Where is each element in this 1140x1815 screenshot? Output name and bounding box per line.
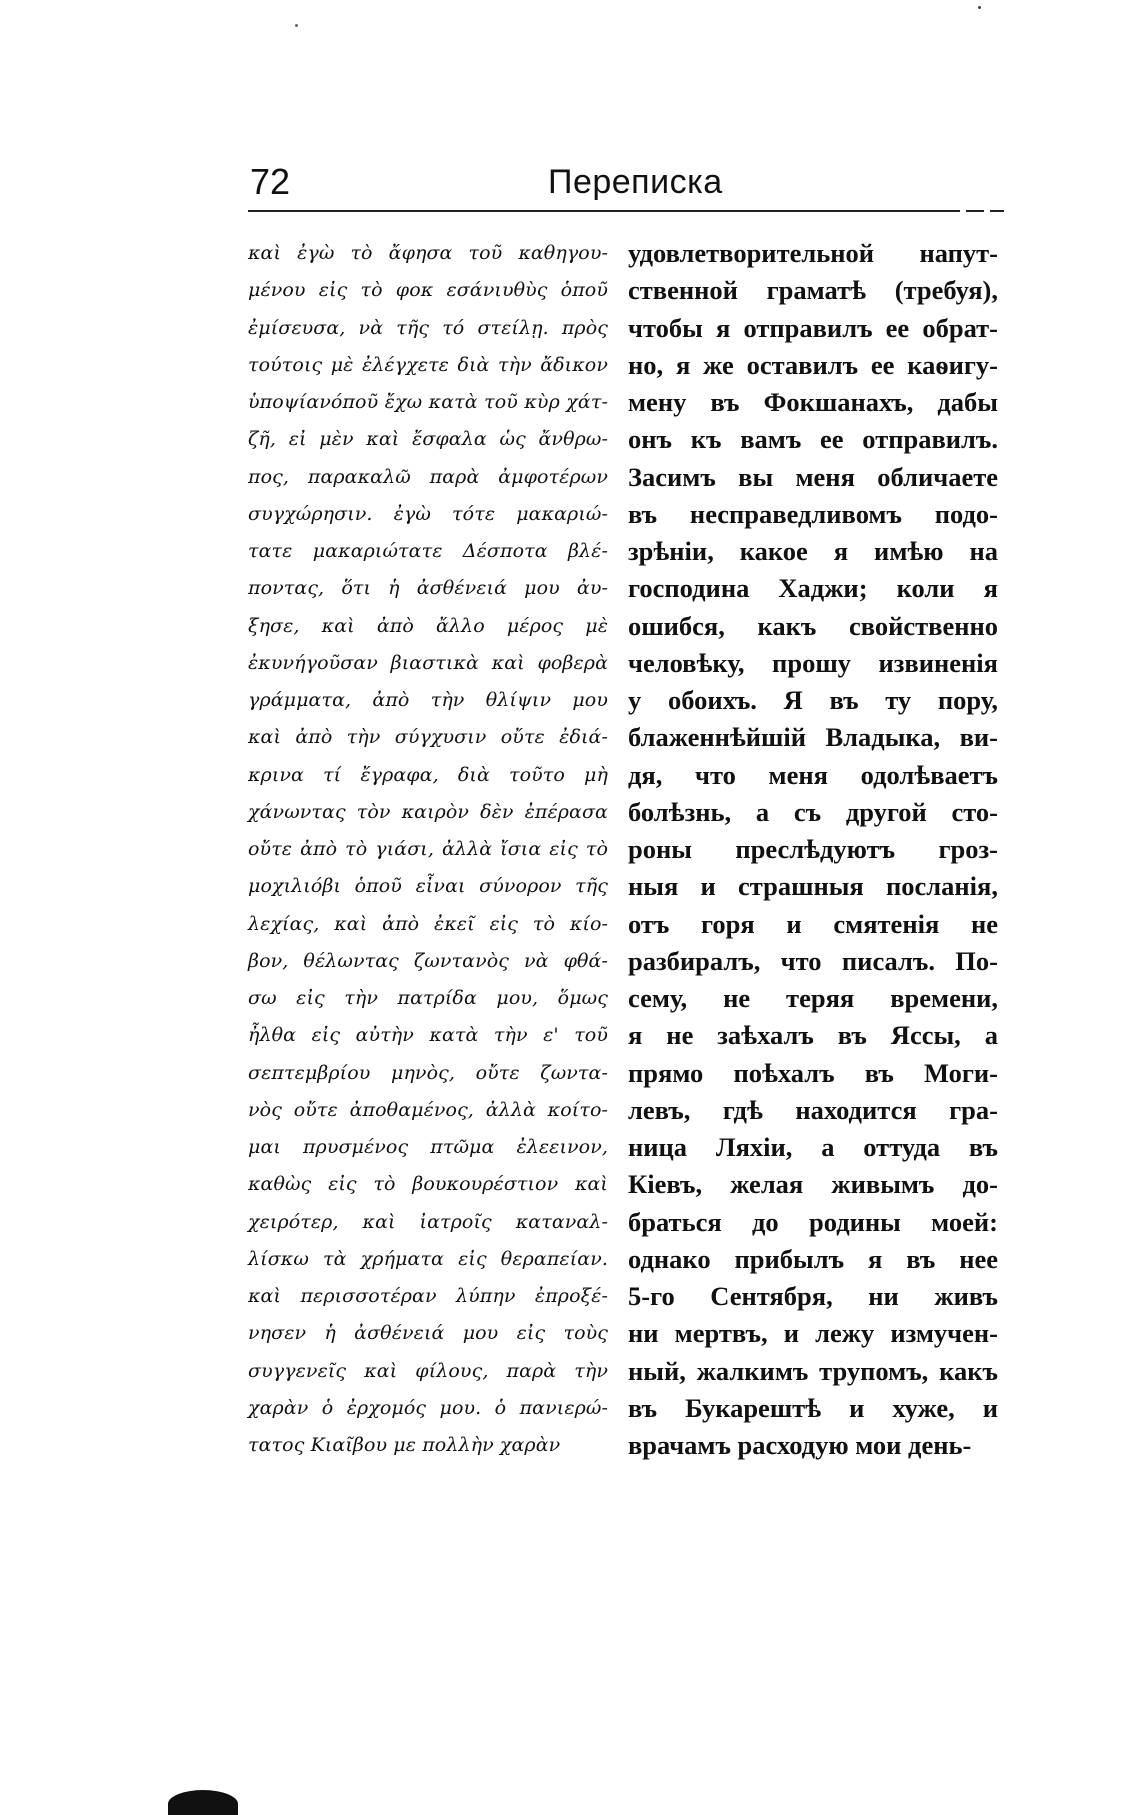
greek-text-line: συγχώρησιν. ἐγὼ τότε μακαριώ- — [248, 502, 608, 525]
greek-text-line: χαρὰν ὁ ἐρχομός μου. ὁ πανιερώ- — [248, 1396, 608, 1419]
russian-text-line: въ Букарештѣ и хуже, и — [628, 1392, 998, 1423]
greek-text-line: ὑποψίανόποῦ ἔχω κατὰ τοῦ κὺρ χάτ- — [248, 391, 608, 413]
russian-text-line: человѣку, прошу извиненія — [628, 647, 998, 678]
russian-text-line: ственной граматѣ (требуя), — [628, 275, 998, 306]
russian-text-line: ный, жалкимъ трупомъ, какъ — [628, 1355, 998, 1386]
greek-text-line: ἐκυνήγοῦσαν βιαστικὰ καὶ φοβερὰ — [248, 651, 608, 674]
russian-text-line: ошибся, какъ свойственно — [628, 610, 998, 641]
greek-text-line: χειρότερ, καὶ ἰατροῖς καταναλ- — [248, 1210, 608, 1233]
greek-text-line: σω εἰς τὴν πατρίδα μου, ὅμως — [248, 987, 608, 1009]
greek-text-line: λεχίας, καὶ ἀπὸ ἐκεῖ εἰς τὸ κίο- — [248, 912, 608, 935]
header-rule — [248, 210, 960, 212]
greek-text-line: καὶ περισσοτέραν λύπην ἐπροξέ- — [248, 1285, 608, 1307]
russian-text-line: мену въ Фокшанахъ, дабы — [628, 387, 998, 417]
russian-text-line: удовлетворительной напут- — [628, 238, 998, 268]
russian-text-line: ни мертвъ, и лежу измучен- — [628, 1318, 998, 1349]
greek-text-line: καθὼς εἰς τὸ βουκουρέστιον καὶ — [248, 1173, 608, 1196]
running-title: Переписка — [548, 163, 723, 201]
russian-text-line: блаженнѣйшій Владыка, ви- — [628, 722, 998, 753]
greek-text-line: τατος Κιαῖβου με πολλὴν χαρὰν — [248, 1434, 561, 1456]
russian-text-line: у обоихъ. Я въ ту пору, — [628, 685, 998, 715]
russian-text-line: чтобы я отправилъ ее обрат- — [628, 312, 998, 343]
greek-text-line: νησεν ἡ ἀσθένειά μου εἰς τοὺς — [248, 1322, 608, 1345]
greek-text-line: λίσκω τὰ χρήματα εἰς θεραπείαν. — [248, 1247, 608, 1270]
russian-text-line: однако прибылъ я въ нее — [628, 1243, 998, 1274]
russian-text-line: 5-го Сентября, ни живъ — [628, 1281, 998, 1311]
russian-text-line: браться до родины моей: — [628, 1206, 998, 1237]
greek-text-line: κρινα τί ἔγραφα, διὰ τοῦτο μὴ — [248, 763, 608, 786]
russian-text-line: Кіевъ, желая живымъ до- — [628, 1169, 998, 1200]
greek-text-line: ξησε, καὶ ἀπὸ ἄλλο μέρος μὲ — [248, 614, 608, 637]
russian-text-line: левъ, гдѣ находится гра- — [628, 1094, 998, 1125]
russian-text-line: врачамъ расходую мои день- — [628, 1430, 972, 1460]
page-number: 72 — [250, 161, 291, 202]
greek-text-line: ζῆ, εἰ μὲν καὶ ἔσφαλα ὡς ἄνθρω- — [248, 428, 608, 451]
russian-text-line: роны преслѣдуютъ гроз- — [628, 834, 998, 864]
greek-text-line: τατε μακαριώτατε Δέσποτα βλέ- — [248, 540, 608, 562]
greek-text-line: γράμματα, ἀπὸ τὴν θλίψιν μου — [248, 689, 608, 711]
page-header — [0, 0, 1140, 220]
greek-text-line: καὶ ἀπὸ τὴν σύγχυσιν οὔτε ἐδιά- — [248, 726, 608, 749]
greek-text-line: ποντας, ὅτι ἡ ἀσθένειά μου ἀυ- — [248, 577, 608, 600]
greek-text-line: συγγενεῖς καὶ φίλους, παρὰ τὴν — [248, 1359, 608, 1382]
russian-text-column — [628, 235, 998, 1464]
russian-text-line: господина Хаджи; коли я — [628, 573, 998, 604]
greek-text-line: πος, παρακαλῶ παρὰ ἀμφοτέρων — [248, 465, 608, 488]
header-rule-dash — [990, 210, 1004, 212]
russian-text-line: но, я же оставилъ ее каѳигу- — [628, 349, 998, 380]
greek-text-column — [248, 235, 608, 1464]
header-rule-dash — [966, 210, 984, 212]
greek-text-line: ἦλθα εἰς αὐτὴν κατὰ τὴν ε' τοῦ — [248, 1024, 608, 1047]
greek-text-line: χάνωντας τὸν καιρὸν δὲν ἐπέρασα — [248, 800, 608, 823]
ink-blot — [168, 1790, 238, 1815]
greek-text-line: οὔτε ἀπὸ τὸ γιάσι, ἀλλὰ ἴσια εἰς τὸ — [248, 838, 608, 860]
greek-text-line: καὶ ἐγὼ τὸ ἄφησα τοῦ καθηγου- — [248, 242, 608, 264]
russian-text-line: въ несправедливомъ подо- — [628, 498, 998, 529]
russian-text-line: Засимъ вы меня обличаете — [628, 461, 998, 492]
greek-text-line: μένου εἰς τὸ φοκ εσάνιυθὺς ὁποῦ — [248, 279, 608, 302]
russian-text-line: ныя и страшныя посланія, — [628, 871, 998, 902]
russian-text-line: отъ горя и смятенія не — [628, 908, 998, 939]
russian-text-line: сему, не теряя времени, — [628, 983, 998, 1013]
greek-text-line: βον, θέλωντας ζωντανὸς νὰ φθά- — [248, 949, 608, 972]
greek-text-line: νὸς οὔτε ἀποθαμένος, ἀλλὰ κοίτο- — [248, 1098, 608, 1121]
russian-text-line: онъ къ вамъ ее отправилъ. — [628, 424, 998, 455]
greek-text-line: ἐμίσευσα, νὰ τῆς τό στείλῃ. πρὸς — [248, 316, 608, 339]
russian-text-line: ница Ляхіи, а оттуда въ — [628, 1132, 998, 1162]
russian-text-line: болѣзнь, а съ другой сто- — [628, 796, 998, 827]
russian-text-line: зрѣніи, какое я имѣю на — [628, 536, 998, 566]
russian-text-line: разбиралъ, что писалъ. По- — [628, 945, 998, 976]
russian-text-line: я не заѣхалъ въ Яссы, а — [628, 1020, 998, 1051]
greek-text-line: τούτοις μὲ ἐλέγχετε διὰ τὴν ἄδικον — [248, 353, 608, 376]
greek-text-line: σεπτεμβρίου μηνὸς, οὔτε ζωντα- — [248, 1061, 608, 1084]
russian-text-line: дя, что меня одолѣваетъ — [628, 759, 998, 790]
greek-text-line: μοχιλιόβι ὁποῦ εἶναι σύνορον τῆς — [248, 875, 608, 898]
greek-text-line: μαι πρυσμένος πτῶμα ἐλεεινον, — [248, 1136, 608, 1158]
russian-text-line: прямо поѣхалъ въ Моги- — [628, 1057, 998, 1088]
